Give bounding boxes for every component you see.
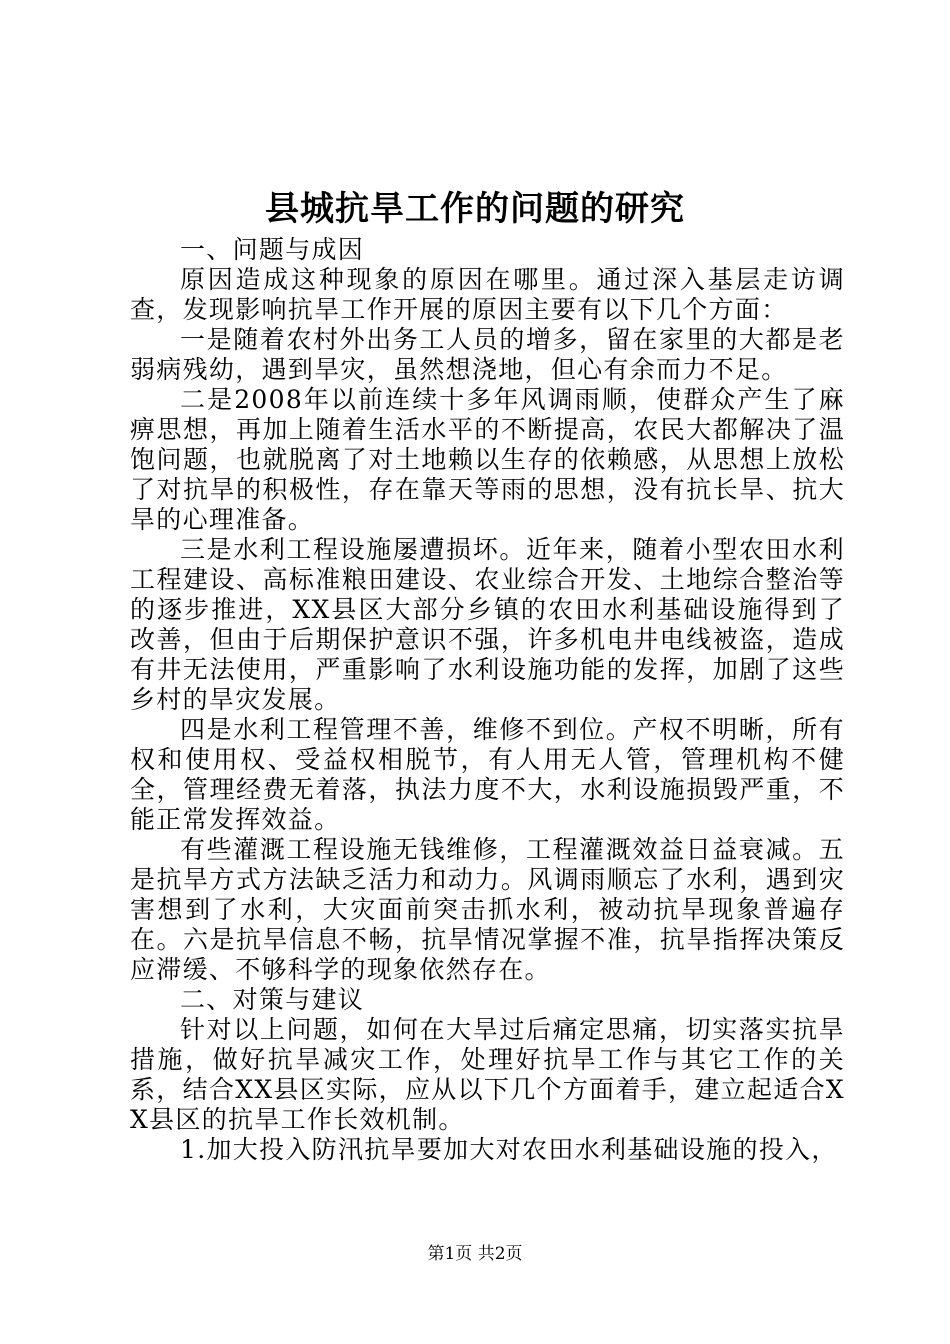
paragraph-cause-three: 三是水利工程设施屡遭损坏。近年来，随着小型农田水利工程建设、高标准粮田建设、农业综合开发、土地综合整治等的逐步推进，XX县区大部分乡镇的农田水利基础设施得到了改善，但由于后期保护意识不强，许多机电井电线被盗，造成有井无法使用，严重影响了水利设施功能的发挥，加剧了这些乡村的旱灾发展。 xyxy=(130,535,845,714)
paragraph-cause-five-six: 有些灌溉工程设施无钱维修，工程灌溉效益日益衰减。五是抗旱方式方法缺乏活力和动力。风调雨顺忘了水利，遇到灾害想到了水利，大灾面前突击抓水利，被动抗旱现象普遍存在。六是抗旱信息不畅，抗旱情况掌握不准，抗旱指挥决策反应滞缓、不够科学的现象依然存在。 xyxy=(130,835,845,984)
paragraph-cause-four: 四是水利工程管理不善，维修不到位。产权不明晰，所有权和使用权、受益权相脱节，有人用无人管，管理机构不健全，管理经费无着落，执法力度不大，水利设施损毁严重，不能正常发挥效益。 xyxy=(130,715,845,834)
document-body xyxy=(130,235,845,1165)
paragraph-cause-one: 一是随着农村外出务工人员的增多，留在家里的大都是老弱病残幼，遇到旱灾，虽然想浇地，但心有余而力不足。 xyxy=(130,325,845,384)
paragraph-suggestion-one: 1.加大投入防汛抗旱要加大对农田水利基础设施的投入， xyxy=(180,1135,838,1164)
section-heading-suggestions: 二、对策与建议 xyxy=(180,985,365,1014)
paragraph-suggestions-intro: 针对以上问题，如何在大旱过后痛定思痛，切实落实抗旱措施，做好抗旱减灾工作，处理好抗旱工作与其它工作的关系，结合XX县区实际，应从以下几个方面着手，建立起适合XX县区的抗旱工作长效机制。 xyxy=(130,1015,845,1134)
section-heading-problems: 一、问题与成因 xyxy=(180,235,365,264)
page-number-footer: 第1页 共2页 xyxy=(427,1244,523,1264)
paragraph-causes-intro: 原因造成这种现象的原因在哪里。通过深入基层走访调查，发现影响抗旱工作开展的原因主要有以下几个方面： xyxy=(130,265,845,324)
paragraph-cause-two: 二是2008年以前连续十多年风调雨顺，使群众产生了麻痹思想，再加上随着生活水平的不断提高，农民大都解决了温饱问题，也就脱离了对土地赖以生存的依赖感，从思想上放松了对抗旱的积极性，存在靠天等雨的思想，没有抗长旱、抗大旱的心理准备。 xyxy=(130,385,845,534)
document-title: 县城抗旱工作的问题的研究 xyxy=(265,189,685,229)
